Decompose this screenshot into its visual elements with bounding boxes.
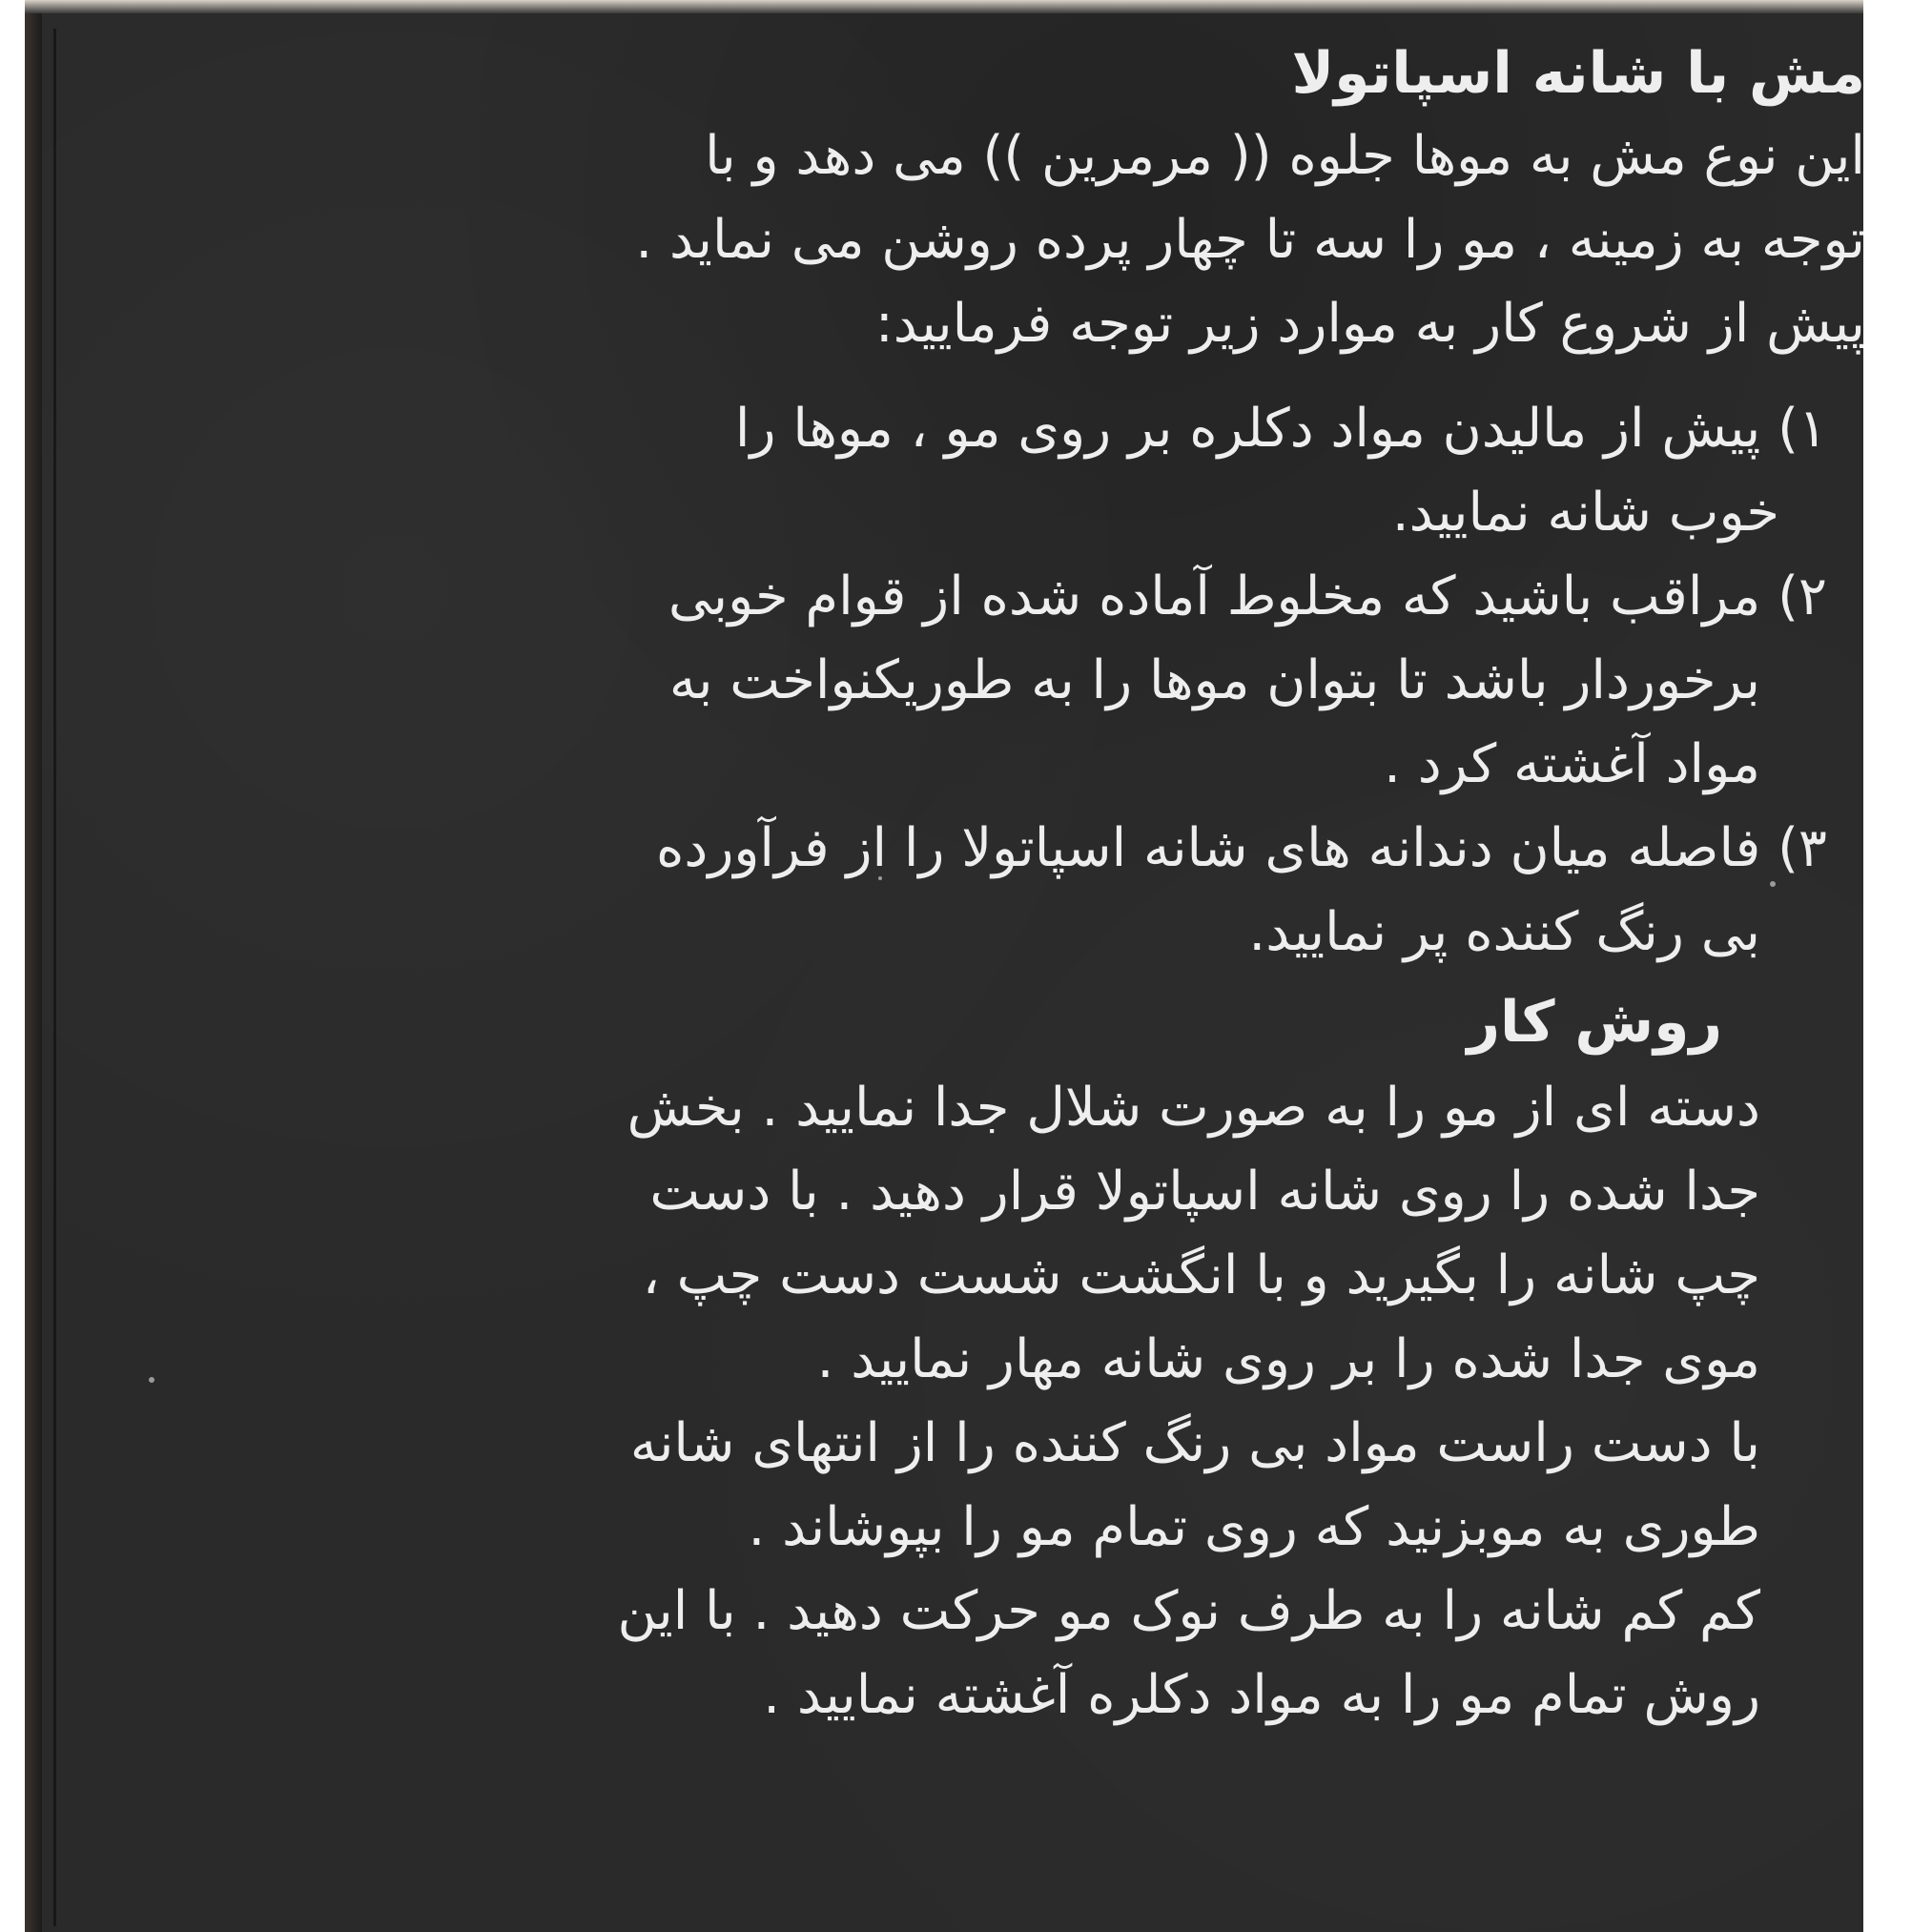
method-line: موی جدا شده را بر روی شانه مهار نمایید . bbox=[816, 1328, 1760, 1390]
box-top-edge bbox=[25, 0, 1863, 13]
box-fold-line bbox=[53, 29, 56, 1926]
intro-line: این نوع مش به موها جلوه (( مرمرین )) می دهد و با bbox=[705, 125, 1865, 187]
method-line: با دست راست مواد بی رنگ کننده را از انتهای شانه bbox=[629, 1412, 1760, 1474]
method-heading: روش کار bbox=[1467, 989, 1722, 1056]
intro-line: پیش از شروع کار به موارد زیر توجه فرمایید: bbox=[874, 293, 1865, 355]
step-1-line: ۱) پیش از مالیدن مواد دکلره بر روی مو ، موها را bbox=[734, 398, 1827, 460]
box-left-edge bbox=[25, 13, 42, 1932]
method-line: طوری به موبزنید که روی تمام مو را بپوشاند . bbox=[748, 1496, 1760, 1558]
step-3-line: بی رنگ کننده پر نمایید. bbox=[1248, 901, 1760, 963]
step-1-line: خوب شانه نمایید. bbox=[1391, 482, 1779, 544]
method-line: کم کم شانه را به طرف نوک مو حرکت دهید . با این bbox=[617, 1580, 1760, 1642]
method-line: دسته ای از مو را به صورت شلال جدا نمایید . بخش bbox=[627, 1077, 1760, 1139]
step-2-line: مواد آغشته کرد . bbox=[1384, 733, 1760, 795]
step-3-line: ۳) فاصله میان دندانه های شانه اسپاتولا را از فرآورده bbox=[656, 817, 1827, 879]
instruction-text bbox=[187, 32, 1865, 1737]
method-line: روش تمام مو را به مواد دکلره آغشته نمایید . bbox=[763, 1664, 1760, 1726]
intro-line: توجه به زمینه ، مو را سه تا چهار پرده روشن می نماید . bbox=[635, 209, 1865, 271]
section-heading: مش با شانه اسپاتولا bbox=[1291, 40, 1865, 107]
step-2-line: برخوردار باشد تا بتوان موها را به طوریکنواخت به bbox=[668, 649, 1760, 711]
method-line: چپ شانه را بگیرید و با انگشت شست دست چپ ، bbox=[642, 1244, 1760, 1306]
dust-speck bbox=[149, 1377, 154, 1383]
method-line: جدا شده را روی شانه اسپاتولا قرار دهید . با دست bbox=[649, 1161, 1760, 1223]
step-2-line: ۲) مراقب باشید که مخلوط آماده شده از قوام خوبی bbox=[668, 565, 1827, 627]
